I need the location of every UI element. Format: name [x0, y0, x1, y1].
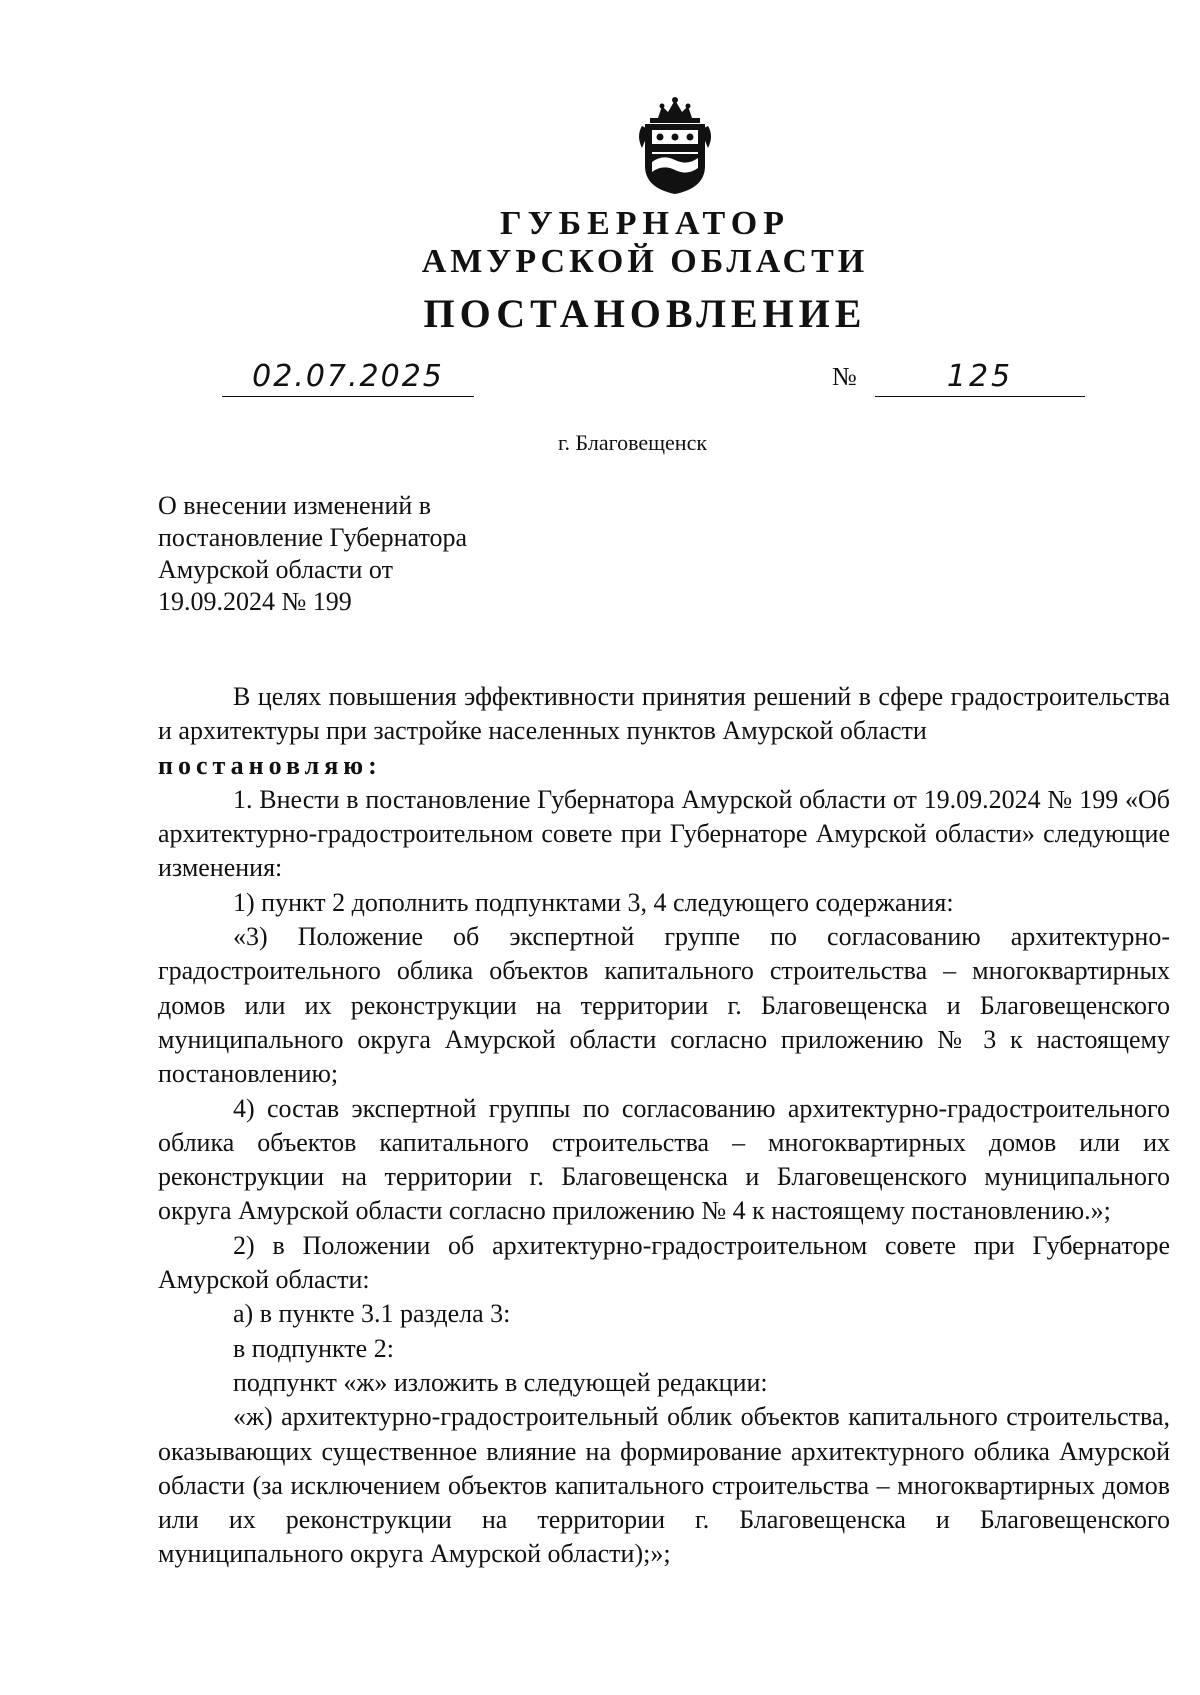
- body-paragraph: 4) состав экспертной группы по согласованию архитектурно-градостроительного облика объектов капитального строительства – многоквартирных домов или их реконструкции на территории г. Благовещенска и Благовещенского муниципального округа Амурской области согласно приложению № 4 к настоящему постановлению.»;: [158, 1093, 1170, 1226]
- body-paragraph: 1. Внести в постановление Губернатора Амурской области от 19.09.2024 № 199 «Об архитектурно-градостроительном совете при Губернаторе Амурской области» следующие изменения:: [158, 784, 1170, 883]
- body-paragraph: в подпункте 2:: [233, 1333, 394, 1363]
- resolve-paragraph: [158, 749, 1170, 783]
- subject-line: 19.09.2024 № 199: [158, 587, 352, 616]
- subject-line: О внесении изменений в: [158, 491, 432, 520]
- coat-of-arms-icon: [630, 96, 720, 196]
- body-paragraph: а) в пункте 3.1 раздела 3:: [233, 1299, 511, 1329]
- preamble-paragraph: В целях повышения эффективности принятия решений в сфере градостроительства и архитектуры при застройке населенных пунктов Амурской области: [158, 682, 1170, 746]
- subject-line: постановление Губернатора: [158, 523, 468, 552]
- number-sign: №: [832, 362, 857, 391]
- document-subject: [158, 490, 578, 618]
- resolve-word: постановляю:: [158, 750, 382, 780]
- document-body: [158, 680, 1170, 1572]
- document-number: 125: [875, 358, 1085, 397]
- body-paragraph: «3) Положение об экспертной группе по согласованию архитектурно-градостроительного облика объектов капитального строительства – многоквартирных домов или их реконструкции на территории г. Благовещенска и Благовещенского муниципального округа Амурской области согласно приложению № 3 к настоящему постановлению;: [158, 922, 1170, 1089]
- document-type-title: ПОСТАНОВЛЕНИЕ: [423, 291, 867, 336]
- subject-line: Амурской области от: [158, 555, 393, 584]
- body-paragraph: 2) в Положении об архитектурно-градостроительном совете при Губернаторе Амурской области:: [158, 1230, 1170, 1295]
- body-paragraph: подпункт «ж» изложить в следующей редакции:: [233, 1367, 768, 1397]
- body-paragraph: 1) пункт 2 дополнить подпунктами 3, 4 следующего содержания:: [233, 887, 954, 917]
- city-name: г. Благовещенск: [557, 430, 708, 455]
- region-title: АМУРСКОЙ ОБЛАСТИ: [421, 243, 869, 280]
- document-date: 02.07.2025: [222, 358, 474, 397]
- authority-title: ГУБЕРНАТОР: [500, 205, 790, 242]
- body-paragraph: «ж) архитектурно-градостроительный облик объектов капитального строительства, оказывающих существенное влияние на формирование архитектурного облика Амурской области (за исключением объектов капитального строительства – многоквартирных домов или их реконструкции на территории г. Благовещенска и Благовещенского муниципального округа Амурской области);»;: [158, 1402, 1170, 1569]
